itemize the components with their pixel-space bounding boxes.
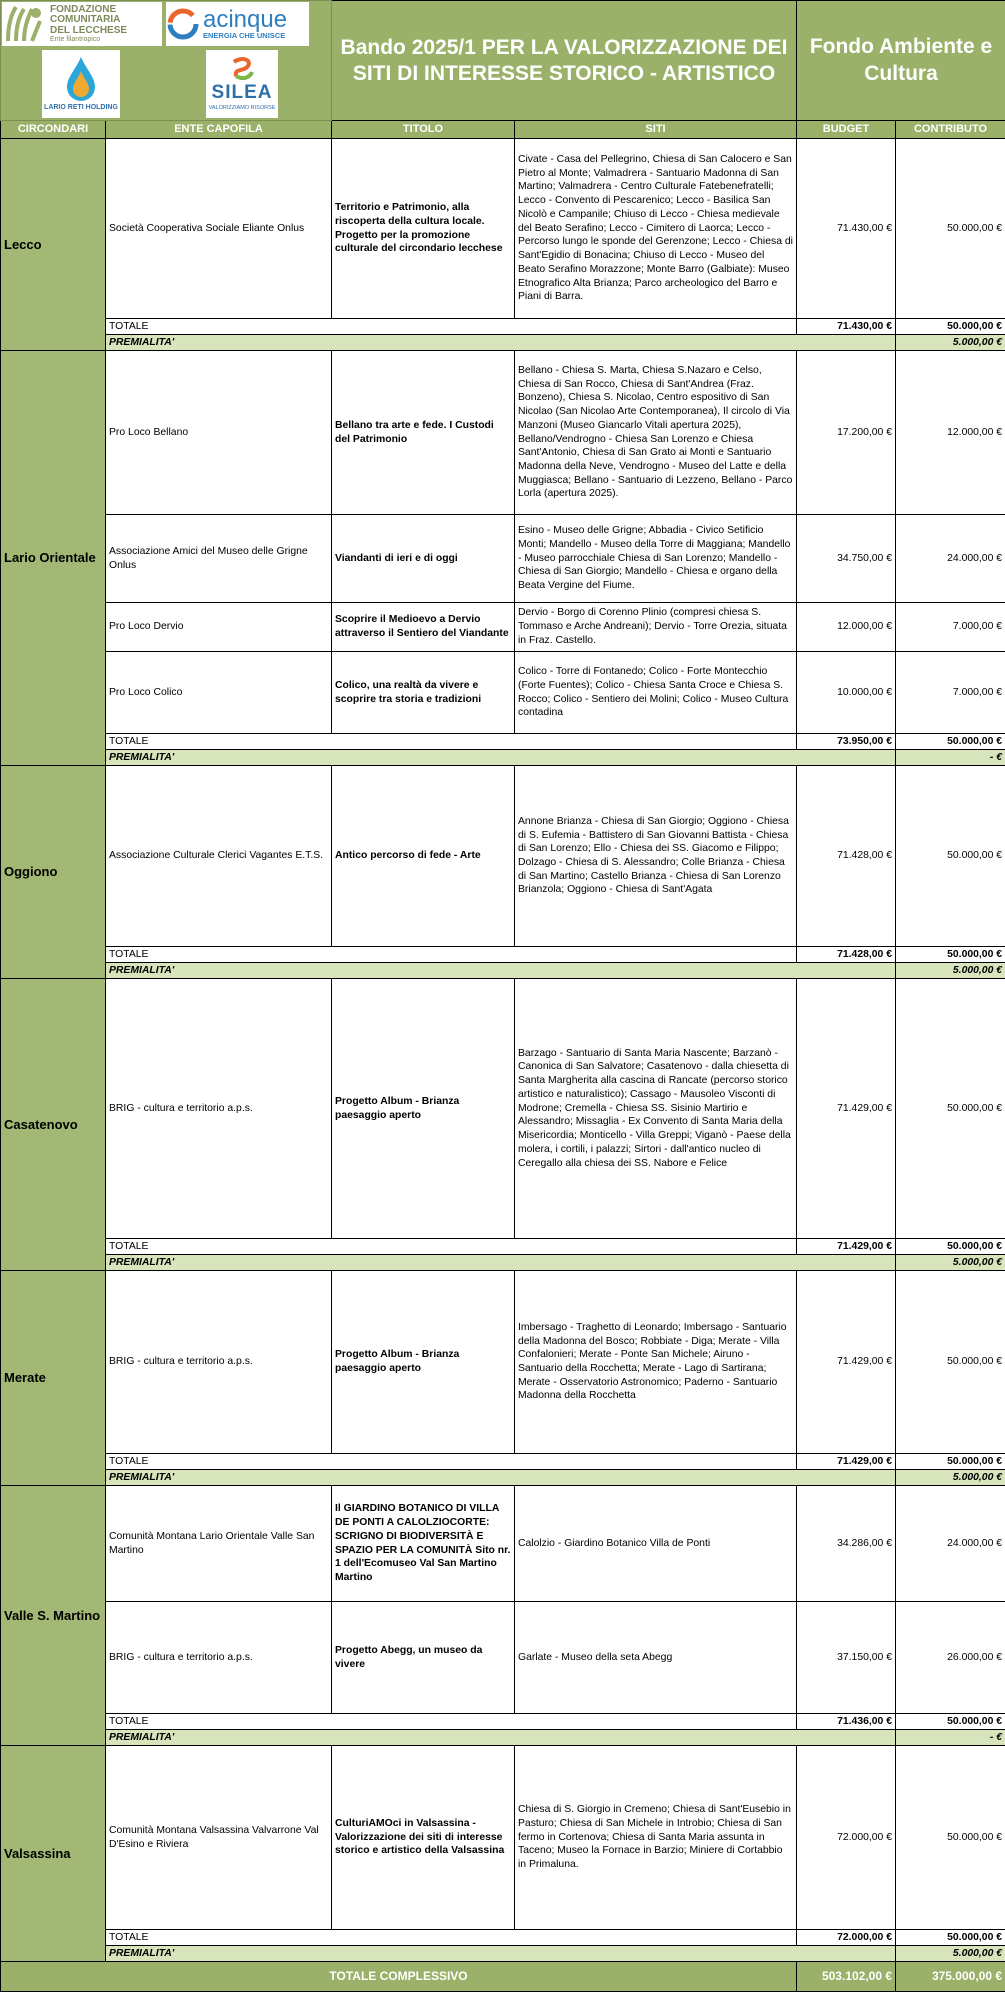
- budget-cell: 10.000,00 €: [797, 652, 896, 734]
- acinque-logo-name: acinque: [203, 6, 288, 34]
- project-title: Il GIARDINO BOTANICO DI VILLA DE PONTI A CALOLZIOCORTE: SCRIGNO DI BIODIVERSITÀ E SPAZIO PER LA COMUNITÀ Sito nr. 1 dell'Ecomuseo Val San Martino Martino: [332, 1486, 515, 1602]
- silea-logo-name: SILEA: [211, 81, 273, 103]
- circondario-name: Merate: [1, 1271, 106, 1486]
- premialita-value: 5.000,00 €: [896, 335, 1005, 351]
- fondazione-logo-line4: Ente filantropico: [50, 36, 101, 44]
- project-row: [1, 766, 1005, 947]
- totale-contributo: 50.000,00 €: [896, 319, 1005, 335]
- premialita-row: [1, 1255, 1005, 1271]
- fondazione-emblem-icon: [2, 3, 46, 45]
- column-header: TITOLO: [332, 121, 515, 139]
- project-title: CulturiAMOci in Valsassina - Valorizzazione dei siti di interesse storico e artistico della Valsassina: [332, 1746, 515, 1930]
- contributo-cell: 7.000,00 €: [896, 652, 1005, 734]
- grand-total-contributo: 375.000,00 €: [896, 1962, 1005, 1992]
- totale-budget: 71.429,00 €: [797, 1454, 896, 1470]
- premialita-row: [1, 750, 1005, 766]
- budget-cell: 71.429,00 €: [797, 979, 896, 1239]
- ente-capofila: Associazione Amici del Museo delle Grigne Onlus: [106, 515, 332, 603]
- premialita-label: PREMIALITA': [106, 750, 896, 766]
- budget-cell: 34.750,00 €: [797, 515, 896, 603]
- project-sites: Dervio - Borgo di Corenno Plinio (compresi chiesa S. Tommaso e Arche Andreani); Dervio - Torre Orezia, situata in Fraz. Castello.: [515, 603, 797, 652]
- contributo-cell: 50.000,00 €: [896, 979, 1005, 1239]
- budget-cell: 71.429,00 €: [797, 1271, 896, 1454]
- project-row: [1, 979, 1005, 1239]
- premialita-value: 5.000,00 €: [896, 1255, 1005, 1271]
- totale-budget: 72.000,00 €: [797, 1930, 896, 1946]
- totale-label: TOTALE: [106, 947, 797, 963]
- contributo-cell: 7.000,00 €: [896, 603, 1005, 652]
- ente-capofila: Comunità Montana Valsassina Valvarrone Val D'Esino e Riviera: [106, 1746, 332, 1930]
- project-sites: Barzago - Santuario di Santa Maria Nascente; Barzanò - Canonica di San Salvatore; Casatenovo - dalla chiesetta di Santa Margherita alla cascina di Rancate (percorso storico artistico e naturalistico); Cassago - Mausoleo Visconti di Modrone; Cremella - Chiesa SS. Sisinio Martirio e Alessandro; Missaglia - Ex Convento di Santa Maria della Misericordia; Monticello - Villa Greppi; Viganò - Paese della molera, i cortili, i palazzi; Sirtori - dall'antico nucleo di Ceregallo alla chiesa dei SS. Nabore e Felice: [515, 979, 797, 1239]
- totale-budget: 71.428,00 €: [797, 947, 896, 963]
- budget-cell: 12.000,00 €: [797, 603, 896, 652]
- totale-label: TOTALE: [106, 1714, 797, 1730]
- column-header: BUDGET: [797, 121, 896, 139]
- premialita-label: PREMIALITA': [106, 1255, 896, 1271]
- silea-logo: [206, 50, 278, 118]
- totale-label: TOTALE: [106, 1239, 797, 1255]
- circondario-name: Lecco: [1, 139, 106, 351]
- project-sites: Garlate - Museo della seta Abegg: [515, 1602, 797, 1714]
- acinque-swirl-icon: [166, 7, 200, 41]
- project-title: Territorio e Patrimonio, alla riscoperta della cultura locale. Progetto per la promozione culturale del circondario lecchese: [332, 139, 515, 319]
- grand-total-budget: 503.102,00 €: [797, 1962, 896, 1992]
- premialita-label: PREMIALITA': [106, 1470, 896, 1486]
- fondazione-logo-line2: COMUNITARIA: [50, 14, 121, 26]
- premialita-row: [1, 335, 1005, 351]
- premialita-value: - €: [896, 1730, 1005, 1746]
- contributo-cell: 50.000,00 €: [896, 1271, 1005, 1454]
- premialita-row: [1, 963, 1005, 979]
- premialita-value: 5.000,00 €: [896, 1470, 1005, 1486]
- premialita-value: - €: [896, 750, 1005, 766]
- totale-row: [1, 1239, 1005, 1255]
- totale-budget: 71.430,00 €: [797, 319, 896, 335]
- project-row: [1, 351, 1005, 515]
- totale-contributo: 50.000,00 €: [896, 1454, 1005, 1470]
- totale-label: TOTALE: [106, 1930, 797, 1946]
- column-header: ENTE CAPOFILA: [106, 121, 332, 139]
- budget-cell: 71.430,00 €: [797, 139, 896, 319]
- totale-row: [1, 1454, 1005, 1470]
- circondario-name: Valle S. Martino: [1, 1486, 106, 1746]
- ente-capofila: Società Cooperativa Sociale Eliante Onlus: [106, 139, 332, 319]
- ente-capofila: Pro Loco Colico: [106, 652, 332, 734]
- project-sites: Calolzio - Giardino Botanico Villa de Ponti: [515, 1486, 797, 1602]
- project-row: [1, 1486, 1005, 1602]
- contributo-cell: 12.000,00 €: [896, 351, 1005, 515]
- totale-contributo: 50.000,00 €: [896, 947, 1005, 963]
- ente-capofila: Associazione Culturale Clerici Vagantes E.T.S.: [106, 766, 332, 947]
- project-sites: Esino - Museo delle Grigne; Abbadia - Civico Setificio Monti; Mandello - Museo della Torre di Maggiana; Mandello - Museo parrocchiale Chiesa di San Lorenzo; Mandello - Chiesa di San Giorgio; Mandello - Chiesa e organo della Beata Vergine del Fiume.: [515, 515, 797, 603]
- fund-name: Fondo Ambiente e Cultura: [797, 1, 1005, 121]
- budget-cell: 34.286,00 €: [797, 1486, 896, 1602]
- project-title: Scoprire il Medioevo a Dervio attraverso il Sentiero del Viandante: [332, 603, 515, 652]
- fondazione-logo-line3: DEL LECCHESE: [50, 24, 128, 36]
- contributo-cell: 50.000,00 €: [896, 766, 1005, 947]
- project-title: Progetto Album - Brianza paesaggio aperto: [332, 979, 515, 1239]
- column-header: CONTRIBUTO: [896, 121, 1005, 139]
- circondario-name: Oggiono: [1, 766, 106, 979]
- ente-capofila: BRIG - cultura e territorio a.p.s.: [106, 1602, 332, 1714]
- contributo-cell: 24.000,00 €: [896, 515, 1005, 603]
- totale-row: [1, 1930, 1005, 1946]
- contributo-cell: 50.000,00 €: [896, 139, 1005, 319]
- acinque-logo-tagline: ENERGIA CHE UNISCE: [203, 31, 286, 41]
- project-row: [1, 139, 1005, 319]
- column-header-row: [1, 121, 1005, 139]
- project-row: [1, 652, 1005, 734]
- budget-cell: 71.428,00 €: [797, 766, 896, 947]
- premialita-label: PREMIALITA': [106, 335, 896, 351]
- project-title: Viandanti di ieri e di oggi: [332, 515, 515, 603]
- totale-contributo: 50.000,00 €: [896, 1714, 1005, 1730]
- project-sites: Colico - Torre di Fontanedo; Colico - Forte Montecchio (Forte Fuentes); Colico - Chiesa Santa Croce e Chiesa S. Rocco; Colico - Sentiero dei Molini; Colico - Museo Cultura contadina: [515, 652, 797, 734]
- grand-total-label: TOTALE COMPLESSIVO: [1, 1962, 797, 1992]
- totale-budget: 73.950,00 €: [797, 734, 896, 750]
- project-sites: Chiesa di S. Giorgio in Cremeno; Chiesa di Sant'Eusebio in Pasturo; Chiesa di San Michele in Introbio; Chiesa di San fermo in Cortenova; Chiesa di Santa Maria assunta in Taceno; Museo la Fornace in Barzio; Miniere di Cortabbio in Primaluna.: [515, 1746, 797, 1930]
- sponsor-logos: [1, 1, 332, 121]
- totale-label: TOTALE: [106, 319, 797, 335]
- page-title: Bando 2025/1 PER LA VALORIZZAZIONE DEI SITI DI INTERESSE STORICO - ARTISTICO: [332, 1, 797, 121]
- project-title: Bellano tra arte e fede. I Custodi del Patrimonio: [332, 351, 515, 515]
- premialita-label: PREMIALITA': [106, 1730, 896, 1746]
- project-row: [1, 1271, 1005, 1454]
- budget-cell: 72.000,00 €: [797, 1746, 896, 1930]
- premialita-value: 5.000,00 €: [896, 963, 1005, 979]
- totale-budget: 71.436,00 €: [797, 1714, 896, 1730]
- project-sites: Annone Brianza - Chiesa di San Giorgio; Oggiono - Chiesa di S. Eufemia - Battistero di San Giovanni Battista - Chiesa di San Lorenzo; Ello - Chiesa dei SS. Giacomo e Filippo; Dolzago - Chiesa di S. Alessandro; Colle Brianza - Chiesa di San Martino; Castello Brianza - Chiesa di San Lorenzo Brianzola; Oggiono - Chiesa di Sant'Agata: [515, 766, 797, 947]
- premialita-label: PREMIALITA': [106, 963, 896, 979]
- premialita-row: [1, 1730, 1005, 1746]
- contributo-cell: 24.000,00 €: [896, 1486, 1005, 1602]
- silea-emblem-icon: [228, 56, 256, 80]
- project-sites: Bellano - Chiesa S. Marta, Chiesa S.Nazaro e Celso, Chiesa di San Rocco, Chiesa di Sant'Andrea (Fraz. Bonzeno), Chiesa S. Nicolao, Centro espositivo di San Nicolao (San Nicolao Arte Contemporanea), Il circolo di Via Manzoni (Museo Giancarlo Vitali apertura 2025), Bellano/Vendrogno - Chiesa San Lorenzo e Chiesa Sant'Antonio, Chiesa di San Grato ai Monti e Santuario Madonna della Neve, Vendrogno - Museo del Latte e della Muggiasca; Bellano - Santuario di Lezzeno, Bellano - Parco Lorla (apertura 2025).: [515, 351, 797, 515]
- budget-cell: 17.200,00 €: [797, 351, 896, 515]
- totale-row: [1, 734, 1005, 750]
- silea-logo-tagline: VALORIZZIAMO RISORSE: [208, 104, 276, 111]
- totale-label: TOTALE: [106, 734, 797, 750]
- lario-reti-logo-name: LARIO RETI HOLDING: [44, 104, 118, 112]
- budget-cell: 37.150,00 €: [797, 1602, 896, 1714]
- water-drop-icon: [64, 55, 98, 103]
- premialita-label: PREMIALITA': [106, 1946, 896, 1962]
- totale-budget: 71.429,00 €: [797, 1239, 896, 1255]
- totale-contributo: 50.000,00 €: [896, 734, 1005, 750]
- contributo-cell: 50.000,00 €: [896, 1746, 1005, 1930]
- ente-capofila: BRIG - cultura e territorio a.p.s.: [106, 1271, 332, 1454]
- premialita-row: [1, 1946, 1005, 1962]
- totale-contributo: 50.000,00 €: [896, 1239, 1005, 1255]
- grand-total-row: [1, 1962, 1005, 1992]
- ente-capofila: Pro Loco Bellano: [106, 351, 332, 515]
- acinque-logo: [166, 2, 309, 46]
- ente-capofila: Comunità Montana Lario Orientale Valle San Martino: [106, 1486, 332, 1602]
- totale-row: [1, 319, 1005, 335]
- project-row: [1, 1602, 1005, 1714]
- totale-row: [1, 947, 1005, 963]
- project-row: [1, 515, 1005, 603]
- ente-capofila: BRIG - cultura e territorio a.p.s.: [106, 979, 332, 1239]
- project-sites: Imbersago - Traghetto di Leonardo; Imbersago - Santuario della Madonna del Bosco; Robbiate - Diga; Merate - Villa Confalonieri; Merate - Ponte San Michele; Airuno - Santuario della Rocchetta; Merate - Lago di Sartirana; Merate - Osservatorio Astronomico; Paderno - Santuario Madonna della Rocchetta: [515, 1271, 797, 1454]
- lario-reti-logo: [42, 50, 120, 118]
- contributo-cell: 26.000,00 €: [896, 1602, 1005, 1714]
- column-header: SITI: [515, 121, 797, 139]
- totale-contributo: 50.000,00 €: [896, 1930, 1005, 1946]
- premialita-row: [1, 1470, 1005, 1486]
- circondario-name: Valsassina: [1, 1746, 106, 1962]
- column-header: CIRCONDARI: [1, 121, 106, 139]
- fondazione-logo: [2, 2, 162, 46]
- premialita-value: 5.000,00 €: [896, 1946, 1005, 1962]
- project-title: Progetto Album - Brianza paesaggio aperto: [332, 1271, 515, 1454]
- project-sites: Civate - Casa del Pellegrino, Chiesa di San Calocero e San Pietro al Monte; Valmadrera - Santuario Madonna di San Martino; Valmadrera - Centro Culturale Fatebenefratelli; Lecco - Convento di Pescarenico; Lecco - Basilica San Nicolò e Campanile; Chiuso di Lecco - Chiesa medievale del Beato Serafino; Lecco - Cimitero di Laorca; Lecco - Percorso lungo le sponde del Gerenzone; Lecco - Chiesa di Sant'Egidio di Bonacina; Chiuso di Lecco - Museo del Beato Serafino Morazzone; Monte Barro (Galbiate): Museo Etnografico Alta Brianza; Parco archeologico del Barro e Piani di Barra.: [515, 139, 797, 319]
- circondario-name: Lario Orientale: [1, 351, 106, 766]
- totale-label: TOTALE: [106, 1454, 797, 1470]
- fondazione-logo-line1: FONDAZIONE: [50, 3, 117, 15]
- project-title: Antico percorso di fede - Arte: [332, 766, 515, 947]
- project-row: [1, 1746, 1005, 1930]
- project-title: Colico, una realtà da vivere e scoprire tra storia e tradizioni: [332, 652, 515, 734]
- totale-row: [1, 1714, 1005, 1730]
- header-row: [1, 1, 1005, 121]
- project-title: Progetto Abegg, un museo da vivere: [332, 1602, 515, 1714]
- project-row: [1, 603, 1005, 652]
- ente-capofila: Pro Loco Dervio: [106, 603, 332, 652]
- circondario-name: Casatenovo: [1, 979, 106, 1271]
